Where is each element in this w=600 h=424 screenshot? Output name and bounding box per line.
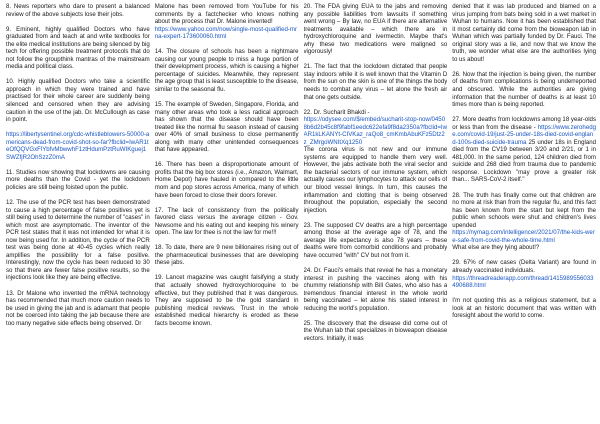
item-18: 18. To date, there are 9 new billionaires rising out of the pharmaceutical businesses that are developing these jabs. bbox=[154, 244, 299, 267]
item-28 bbox=[452, 192, 596, 252]
item-9: 9. Eminent, highly qualified Doctors who have graduated from and teach at and write textbooks for the elite medical institutions are being silenced by big tech for offering possible treatment protocols that do not follow the groupthink mantras of the mainstream media and political class. bbox=[6, 25, 150, 71]
item-21: 21. The fact that the lockdown dictated that people stay indoors while it is well known that the Vitamin D from the sun on the skin is one of the things the body needs to combat any virus – let alone the fresh air that one gets outside. bbox=[303, 63, 448, 101]
column-1 bbox=[6, 3, 150, 424]
item-26: 26. Now that the injection is being given, the number of deaths from complications is being underreported and obscured. While the authorities are giving information that the number of deaths is at least 10 times more than is being reported. bbox=[452, 70, 596, 109]
item-23: 23. The supposed CV deaths are a high percentage among those at the average age of 78, and the average life expectancy is also 78 years – these deaths were from comorbid conditions and probably have occurred "with" CV but not from it. bbox=[303, 221, 448, 259]
item-25-continued: denied that it was lab produced and blamed on a virus jumping from bats being sold in a wet market in Wuhan to humans. Now it has been established that it most certainly did come from the bioweapon lab in Wuhan which was partially funded by Dr. Fauci. The original story was a lie, and now that we know the truth, we wonder what else are the authorities lying to us about! bbox=[452, 3, 596, 63]
item-22-heading: 22. Dr. Sucharit Bhakdi - bbox=[303, 108, 370, 116]
item-27-text: 27. More deaths from lockdowns among 18 year-olds or less than from the disease - bbox=[452, 116, 596, 131]
link-odysee-bhakdi[interactable]: https://odysee.com/$/embed/sucharit-stop-now/04508b6d2b45c8f9fabf1eedc622efa9f8da2350a?fbclid=IwAR1kLKANYt-CIVKaz_raQo8_cmKmbAbuKFz5Dtz2z_ZMrgoWNItXq1250 bbox=[303, 116, 447, 146]
item-28-text: 28. The truth has finally come out that children are no more at risk than from the regular flu, and this fact has been known from the start but kept from the public when schools were shut and children's lives upended bbox=[452, 191, 596, 229]
item-17: 17. The lack of consistency from the politically favored class versus the average citizen - Gov. Newsome and his eating out and keeping his winery open. The law for thee is not the law for me!!! bbox=[154, 206, 299, 237]
link-zerohedge[interactable]: https://www.zerohedge.com/covid-19/just-25-under-18s-died-covid-england-100s-died-suicide-trauma bbox=[452, 123, 596, 146]
item-12: 12. The use of the PCR test has been demonstrated to cause a high percentage of false positives yet is still being used to determine the number of "cases" in which most are asymptomatic. The inventor of the PCR test states that it was not intended for what it is now being used for. In addition, the cycle of the PCR test was being done at 40-45 cycles which really amplifies the possibility for a false positive. Interestingly, now the cycle has been reduced to 30 so that there are fewer false positive results, so the injections look like they are being effective. bbox=[6, 198, 150, 282]
item-29-text: 29. 67% of new cases (Delta Variant) are found in already vaccinated individuals. bbox=[452, 259, 596, 274]
item-24: 24. Dr. Fauci's emails that reveal he has a monetary interest in pushing the vaccines along with his chummy relationship with Bill Gates, who also has a tremendous financial interest in the whole world being vaccinated – let alone his stated interest in reducing the world's population. bbox=[303, 266, 448, 312]
item-16: 16. There has been a disproportionate amount of profits that the big box stores (i.e., Amazon, Walmart, Home Depot) have hauled in compared to the little mom and pop stores across America, many of which have been forced to close their doors forever. bbox=[154, 161, 299, 199]
item-27 bbox=[452, 116, 596, 184]
item-10 bbox=[6, 78, 150, 123]
item-13-continued bbox=[155, 3, 299, 41]
column-4 bbox=[452, 3, 596, 424]
item-20: 20. The FDA giving EUA to the jabs and removing any possible liabilities from lawsuits if something went wrong – By law, no EUA if there are alternative treatments available – which there are in hydroxychloroquine and ivermectin. Maybe that's why these two medications were maligned so vigorously! bbox=[303, 3, 448, 56]
link-yahoo-mrna[interactable]: https://www.yahoo.com/now/single-most-qualified-mrna-expert-173600060.html bbox=[154, 25, 297, 41]
item-15: 15. The example of Sweden, Singapore, Florida, and many other areas who took a less radical approach has shown that the disease should have been treated like the normal flu season instead of causing over 40% of small business to close permanently along with many other unintended consequences that have appeared. bbox=[154, 101, 299, 154]
item-30: I'm not quoting this as a religious statement, but a look at an historic document that was written with foresight about the world to come. bbox=[452, 297, 596, 320]
item-28-question: What else are they lying about!? bbox=[452, 244, 540, 252]
link-threadreader[interactable]: https://threadreaderapp.com/thread/1415989556033490688.html bbox=[452, 274, 594, 290]
item-27-detail: 25 under 18s in England died from the CV19 between 3/20 and 2/21, or 1 in 481,000. In the same period, 124 children died from suicide and 268 died from trauma due to pandemic response. Lockdown "may prove a greater risk than... SARS-CoV-2 itself." bbox=[452, 138, 596, 184]
item-14: 14. The closure of schools has been a nightmare causing our young people to miss a huge portion of their development process, which is causing a higher percentage of suicides. Meanwhile, they represent the age group that is least susceptible to the disease, similar to the seasonal flu. bbox=[154, 48, 299, 93]
link-liberty-sentinel[interactable]: https://libertysentinel.org/cdc-whistleblowers-50000-americans-dead-from-covid-shot-so-far?fbclid=IwAR1teOfQQVGxFlYbfvMbwwhF1ztHdumPztRuWIKguej1SWZfjR2OhSzzZ0mA bbox=[6, 131, 150, 161]
item-25: 25. The discovery that the disease did come out of the Wuhan lab that specializes in bioweapon disease vectors. Initially, it was bbox=[303, 319, 448, 342]
column-2 bbox=[155, 3, 299, 424]
column-3 bbox=[304, 3, 448, 424]
item-13: 13. Dr Malone who invented the mRNA technology has recommended that much more caution needs to be used in giving the jab and is adamant that people not be coerced into taking the jab because there are too many negative side effects being observed. Dr bbox=[6, 289, 150, 327]
item-29 bbox=[452, 259, 596, 289]
item-10-source bbox=[6, 131, 150, 161]
item-19: 19. Lancet magazine was caught falsifying a study that actually showed hydroxychloroquine to be effective, but they published that it was dangerous. They are supposed to be the gold standard in publishing medical reviews. Trust in the whole established medical hierarchy is eroded as these facts become known. bbox=[154, 274, 299, 327]
item-22 bbox=[304, 109, 448, 215]
link-nymag[interactable]: https://nymag.com/intelligencer/2021/07/the-kids-were-safe-from-covid-the-whole-time.html bbox=[452, 229, 595, 244]
item-10-text: 10. Highly qualified Doctors who take a scientific approach in which they were trained and have practised for their whole career are suddenly being silenced and censored when they are advising caution in the use of the jab. Dr. McCullough as case in point. bbox=[6, 78, 150, 124]
item-8: 8. News reporters who dare to present a balanced review of the above subjects lose their jobs. bbox=[6, 3, 150, 18]
item-13-continued-text: Malone has been removed from YouTube for his comments by a factchecker who knows nothing about the process that Dr. Malone invented! bbox=[154, 3, 299, 26]
item-11: 11. Studies now showing that lockdowns are causing more deaths than the Covid - yet the lockdown policies are still being foisted upon the public. bbox=[6, 168, 150, 191]
item-22-text: The corona virus is not new and our immune systems are equipped to handle them very well. However, the jabs activate both the viral sector and the bacterial sectors of our immune system, which actually causes our lymphocytes to attack our cells of our blood vessel linings. In turn, this causes the inflammation and clotting that is being observed throughout the population, especially the second injection. bbox=[303, 146, 448, 214]
